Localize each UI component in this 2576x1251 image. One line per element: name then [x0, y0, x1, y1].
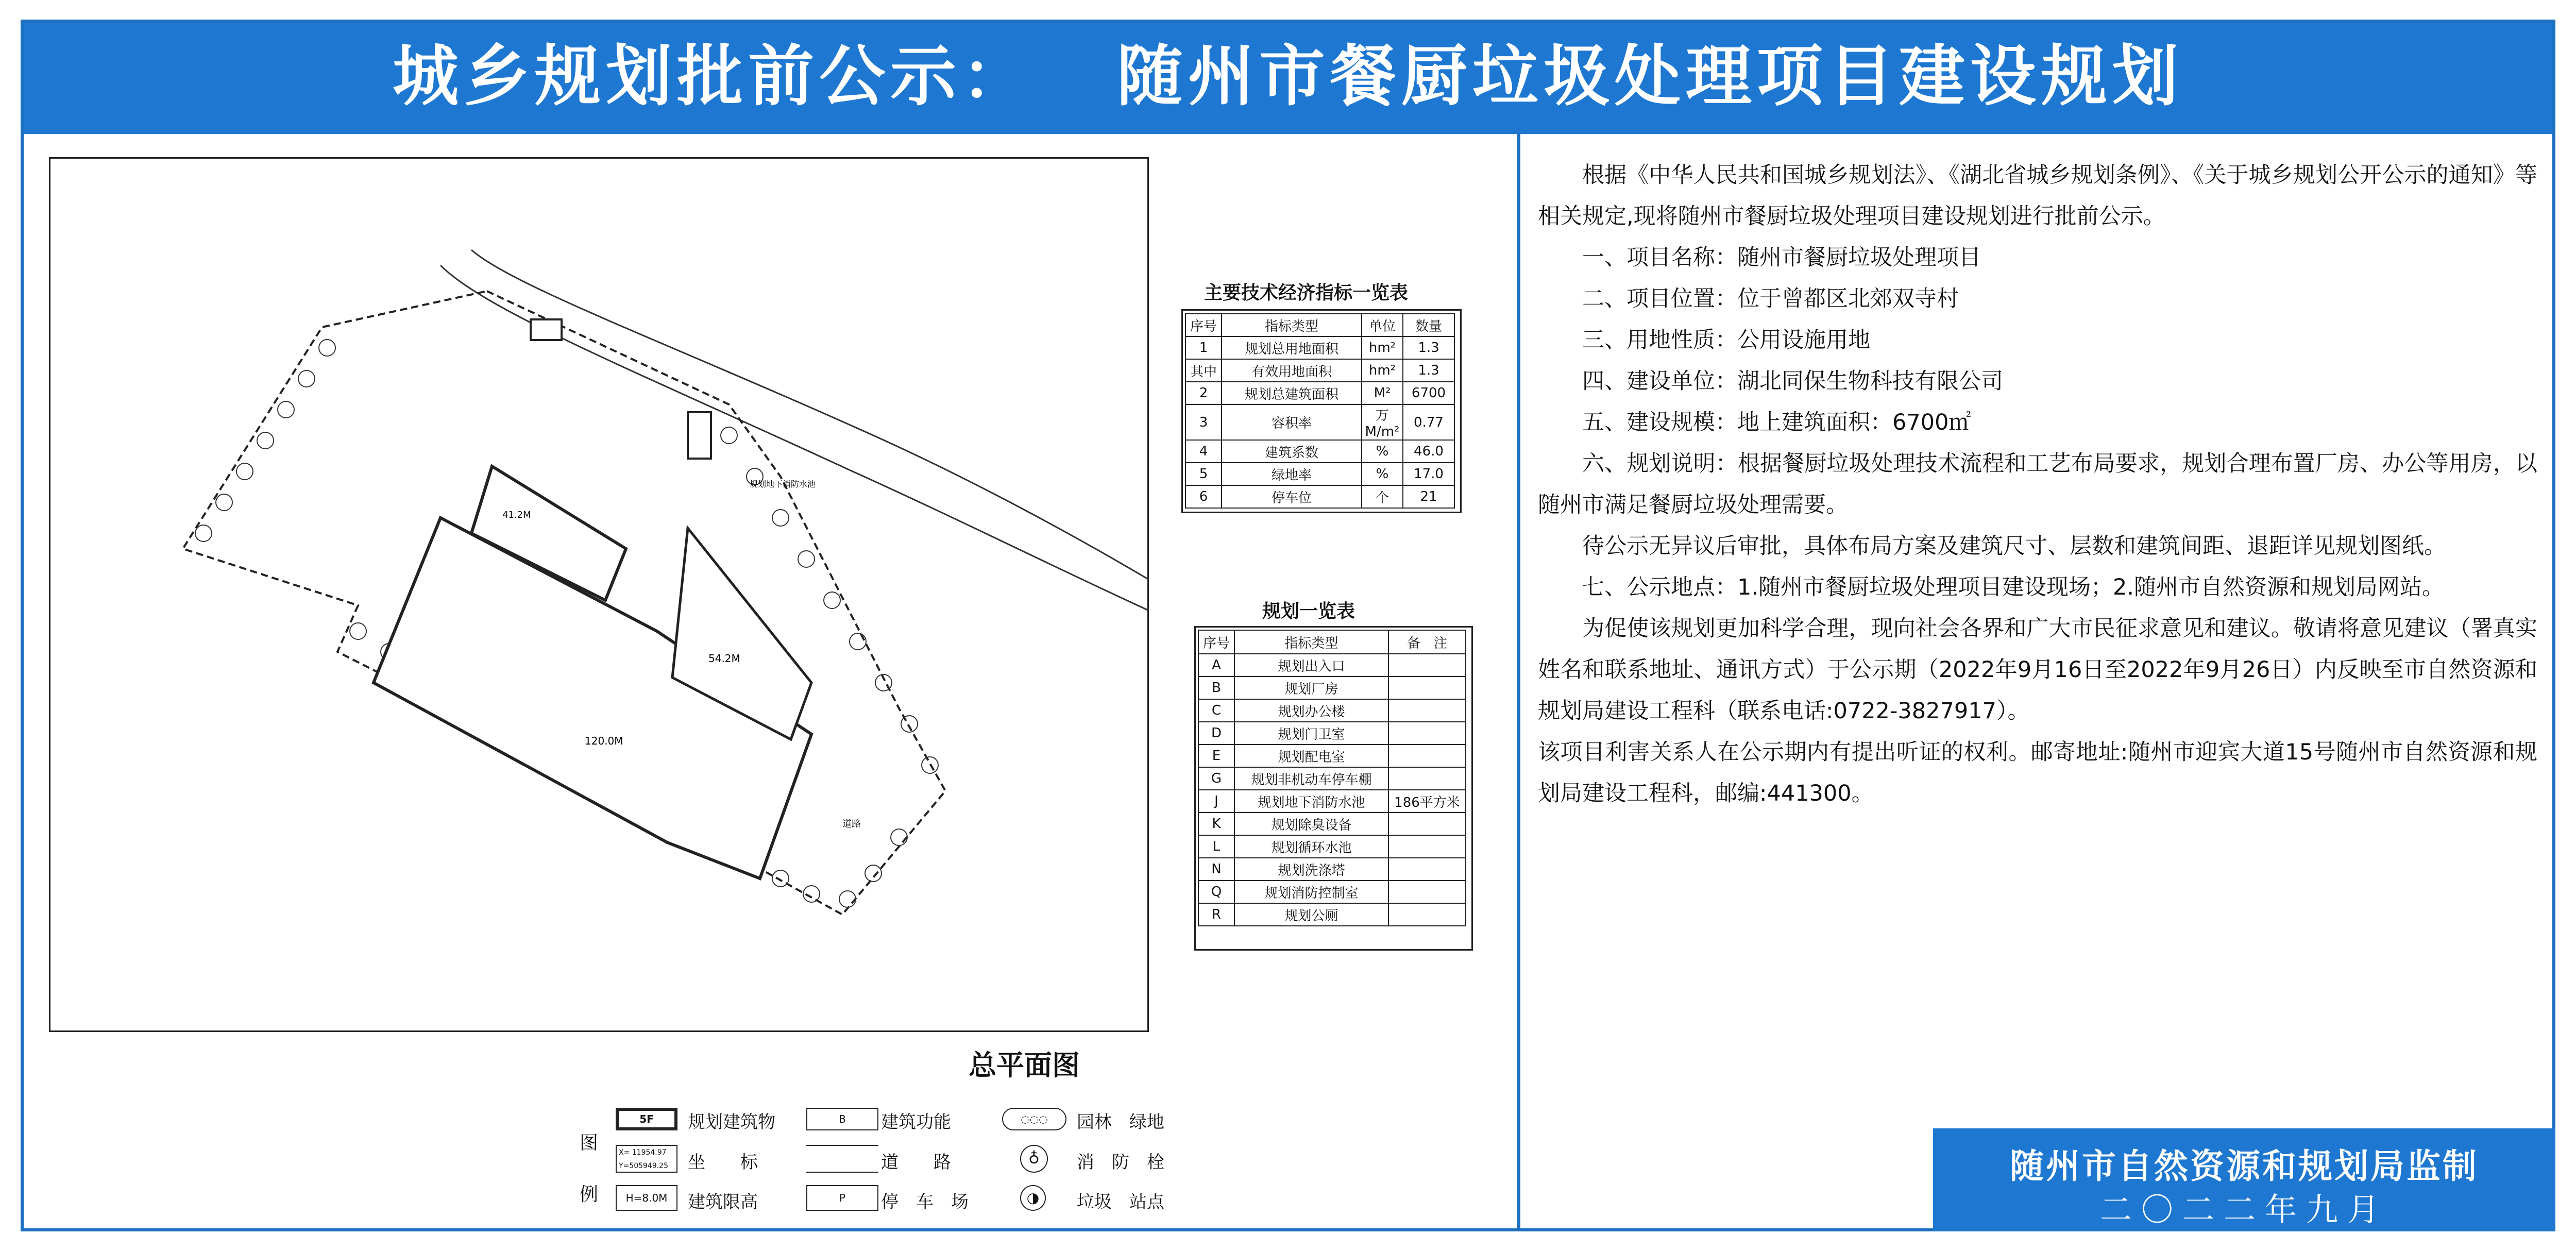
tech-table: [1185, 313, 1455, 509]
table-cell: 5: [1185, 463, 1222, 485]
notice-text: [1538, 155, 2537, 814]
notice-pending: 待公示无异议后审批，具体布局方案及建筑尺寸、层数和建筑间距、退距详见规划图纸。: [1582, 533, 2446, 559]
table-row: [1198, 881, 1466, 903]
table-header: 数量: [1403, 314, 1454, 336]
table-cell: 4: [1185, 440, 1222, 463]
table-cell: 规划洗涤塔: [1234, 858, 1388, 881]
table-row: [1198, 903, 1466, 926]
legend-road: 道 路: [881, 1152, 951, 1173]
table-cell: 1.3: [1403, 359, 1454, 382]
table-cell: 规划循环水池: [1234, 835, 1388, 858]
table-row: [1185, 336, 1454, 359]
notice-solicit: 为促使该规划更加科学合理，现向社会各界和广大市民征求意见和建议。敬请将意见建议（署真实姓名和联系地址、通讯方式）于公示期（2022年9月16日至2022年9月26日）内反映至市自然资源和规划局建设工程科（联系电话:0722-3827917）。: [1538, 616, 2537, 724]
table-row: [1198, 835, 1466, 858]
table-cell: %: [1362, 440, 1403, 463]
table-header: 指标类型: [1222, 314, 1362, 336]
table-row: [1185, 359, 1454, 382]
table-cell: M²: [1362, 382, 1403, 404]
footer-date: 二〇二二年九月: [2099, 1191, 2388, 1228]
table-cell: [1388, 813, 1466, 835]
legend-function-symbol: B: [806, 1108, 878, 1130]
table-cell: 建筑系数: [1222, 440, 1362, 463]
site-plan-drawing: [49, 157, 1149, 1032]
fire-pool-label: 规划地下消防水池: [750, 479, 816, 489]
table-cell: 容积率: [1222, 404, 1362, 440]
table-cell: hm²: [1362, 336, 1403, 359]
legend-label: 例: [580, 1184, 599, 1205]
table-cell: J: [1198, 790, 1234, 813]
legend-hydrant: 消 防 栓: [1077, 1152, 1164, 1173]
building-distribution: [688, 412, 711, 459]
table-cell: 规划出入口: [1234, 654, 1388, 677]
table-cell: 6: [1185, 485, 1222, 508]
table-row: [1198, 654, 1466, 677]
table-cell: 3: [1185, 404, 1222, 440]
table-row: [1198, 790, 1466, 813]
table-cell: 规划除臭设备: [1234, 813, 1388, 835]
table-cell: [1388, 903, 1466, 926]
table-row: [1198, 745, 1466, 767]
notice-item: 二、项目位置：位于曾都区北郊双寺村: [1582, 286, 1959, 312]
table-cell: hm²: [1362, 359, 1403, 382]
notice-item: 六、规划说明：根据餐厨垃圾处理技术流程和工艺布局要求，规划合理布置厂房、办公等用房，以随州市满足餐厨垃圾处理需要。: [1538, 451, 2537, 518]
notice-item: 五、建设规模：地上建筑面积：6700㎡: [1582, 410, 1971, 435]
table-cell: K: [1198, 813, 1234, 835]
tech-table-title: 主要技术经济指标一览表: [1204, 282, 1408, 303]
notice-item: 三、用地性质：公用设施用地: [1582, 327, 1870, 353]
plan-table: [1198, 630, 1466, 926]
table-cell: 规划总用地面积: [1222, 336, 1362, 359]
road-icon: [806, 1145, 878, 1173]
notice-intro: 根据《中华人民共和国城乡规划法》、《湖北省城乡规划条例》、《关于城乡规划公开公示的通知》等相关规定,现将随州市餐厨垃圾处理项目建设规划进行批前公示。: [1538, 162, 2537, 229]
table-header-row: [1185, 314, 1454, 336]
plan-table-title: 规划一览表: [1262, 601, 1355, 622]
table-cell: 规划地下消防水池: [1234, 790, 1388, 813]
footer-banner: [1933, 1128, 2555, 1231]
table-cell: L: [1198, 835, 1234, 858]
table-cell: %: [1362, 463, 1403, 485]
legend-label: 图: [580, 1132, 599, 1154]
table-cell: [1388, 835, 1466, 858]
table-cell: 绿地率: [1222, 463, 1362, 485]
table-cell: 6700: [1403, 382, 1454, 404]
table-cell: C: [1198, 699, 1234, 722]
table-cell: 规划非机动车停车棚: [1234, 767, 1388, 790]
page-title: 城乡规划批前公示： 随州市餐厨垃圾处理项目建设规划: [393, 38, 2183, 115]
hydrant-icon: ♁: [1020, 1145, 1048, 1173]
legend-parking: 停 车 场: [881, 1192, 969, 1212]
table-cell: 有效用地面积: [1222, 359, 1362, 382]
table-cell: 规划办公楼: [1234, 699, 1388, 722]
table-cell: 2: [1185, 382, 1222, 404]
table-cell: [1388, 858, 1466, 881]
legend-building: 规划建筑物: [688, 1112, 775, 1132]
table-cell: 1.3: [1403, 336, 1454, 359]
legend-parking-symbol: P: [806, 1185, 878, 1211]
table-cell: 其中: [1185, 359, 1222, 382]
dimension-label: 54.2M: [708, 652, 740, 665]
notice-item: 四、建设单位：湖北同保生物科技有限公司: [1582, 368, 2003, 394]
table-cell: G: [1198, 767, 1234, 790]
table-cell: 规划配电室: [1234, 745, 1388, 767]
table-header: 指标类型: [1234, 630, 1388, 654]
table-cell: [1388, 654, 1466, 677]
table-row: [1185, 485, 1454, 508]
table-cell: 规划消防控制室: [1234, 881, 1388, 903]
panel-divider: [1517, 134, 1520, 1231]
table-row: [1198, 699, 1466, 722]
table-cell: [1388, 745, 1466, 767]
table-cell: 1: [1185, 336, 1222, 359]
table-cell: N: [1198, 858, 1234, 881]
table-cell: B: [1198, 677, 1234, 699]
legend-building-symbol: 5F: [616, 1108, 677, 1130]
table-cell: 规划门卫室: [1234, 722, 1388, 745]
table-row: [1185, 404, 1454, 440]
table-header: 单位: [1362, 314, 1403, 336]
legend-greenery: 园林 绿地: [1077, 1112, 1164, 1132]
table-cell: 17.0: [1403, 463, 1454, 485]
notice-item: 七、公示地点：1.随州市餐厨垃圾处理项目建设现场；2.随州市自然资源和规划局网站。: [1582, 574, 2445, 600]
table-cell: 规划厂房: [1234, 677, 1388, 699]
table-cell: 万M/m²: [1362, 404, 1403, 440]
table-cell: A: [1198, 654, 1234, 677]
table-row: [1198, 813, 1466, 835]
legend-coord: 坐 标: [688, 1152, 758, 1173]
road-label: 道路: [842, 819, 861, 830]
table-row: [1198, 677, 1466, 699]
table-cell: 停车位: [1222, 485, 1362, 508]
dimension-label: 120.0M: [585, 735, 623, 747]
table-cell: [1388, 677, 1466, 699]
table-row: [1185, 440, 1454, 463]
table-cell: [1388, 699, 1466, 722]
table-cell: [1388, 722, 1466, 745]
greenery-icon: ◌◌◌: [1002, 1108, 1066, 1130]
footer-org: 随州市自然资源和规划局监制: [2010, 1146, 2479, 1186]
garbage-station-icon: ◑: [1020, 1185, 1046, 1211]
table-cell: 个: [1362, 485, 1403, 508]
table-cell: 46.0: [1403, 440, 1454, 463]
table-cell: R: [1198, 903, 1234, 926]
table-cell: [1388, 767, 1466, 790]
notice-item: 一、项目名称：随州市餐厨垃圾处理项目: [1582, 245, 1981, 271]
table-row: [1198, 858, 1466, 881]
legend-height: 建筑限高: [688, 1192, 758, 1212]
table-row: [1198, 722, 1466, 745]
table-cell: 规划公厕: [1234, 903, 1388, 926]
table-row: [1185, 463, 1454, 485]
table-cell: 规划总建筑面积: [1222, 382, 1362, 404]
table-cell: E: [1198, 745, 1234, 767]
table-header: 序号: [1198, 630, 1234, 654]
dimension-label: 41.2M: [502, 510, 531, 520]
table-cell: [1388, 881, 1466, 903]
legend-coord-symbol: X= 11954.97 Y=505949.25: [616, 1145, 677, 1173]
notice-rights: 该项目利害关系人在公示期内有提出听证的权利。邮寄地址:随州市迎宾大道15号随州市自然资源和规划局建设工程科，邮编:441300。: [1538, 739, 2537, 806]
legend-function: 建筑功能: [881, 1112, 951, 1132]
table-cell: 21: [1403, 485, 1454, 508]
table-header: 序号: [1185, 314, 1222, 336]
table-cell: Q: [1198, 881, 1234, 903]
table-cell: 0.77: [1403, 404, 1454, 440]
legend-height-symbol: H=8.0M: [616, 1185, 677, 1211]
table-header-row: [1198, 630, 1466, 654]
site-plan-title: 总平面图: [969, 1049, 1080, 1081]
building-gatehouse: [531, 319, 562, 340]
legend-garbage: 垃圾 站点: [1077, 1192, 1164, 1212]
table-row: [1198, 767, 1466, 790]
table-header: 备 注: [1388, 630, 1466, 654]
table-cell: D: [1198, 722, 1234, 745]
table-row: [1185, 382, 1454, 404]
table-cell: 186平方米: [1388, 790, 1466, 813]
